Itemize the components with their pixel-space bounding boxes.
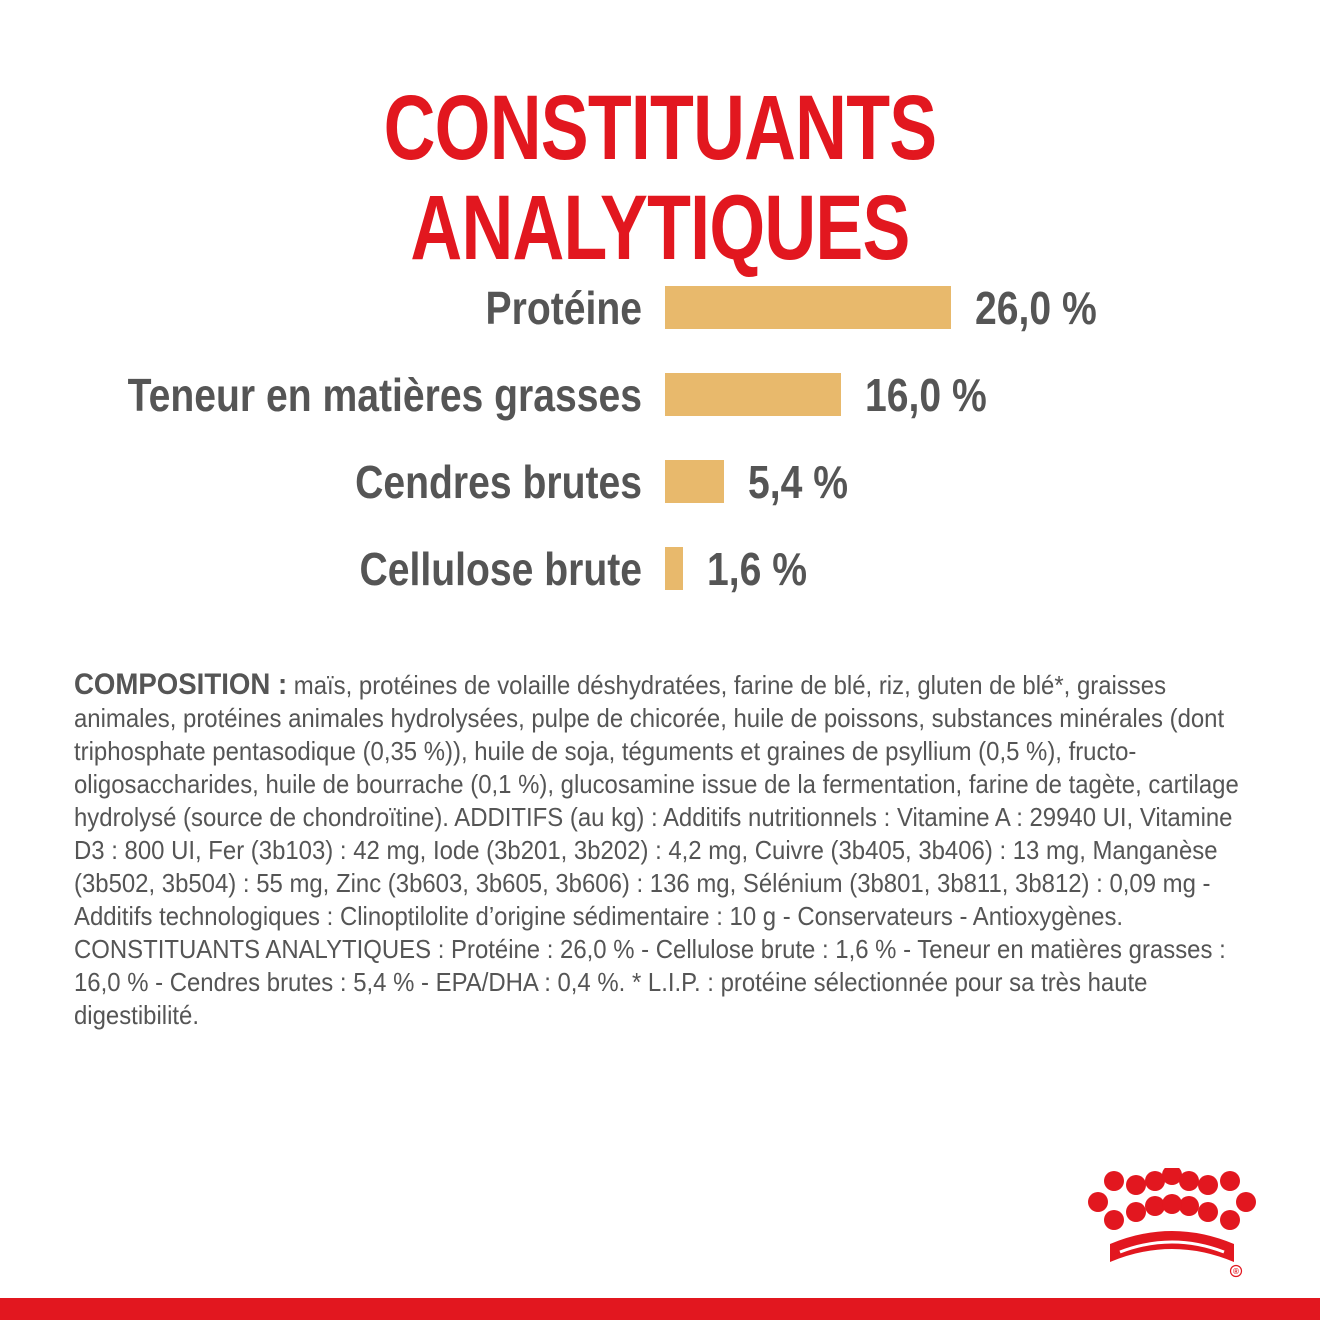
bar-label-fiber: Cellulose brute [359, 542, 642, 595]
composition-body: maïs, protéines de volaille déshydratées, farine de blé, riz, gluten de blé*, graisses animales, protéines animales hydrolysées, pulpe de chicorée, huile de poissons, substances minérales (dont triphosphate pentasodique (0,35 %)), huile de soja, téguments et graines de psyllium (0,5 %), fructo-oligosaccharides, huile de bourrache (0,1 %), glucosamine issue de la fermentation, farine de tagète, cartilage hydrolysé (source de chondroïtine). ADDITIFS (au kg) : Additifs nutritionnels : Vitamine A : 29940 UI, Vitamine D3 : 800 UI, Fer (3b103) : 42 mg, Iode (3b201, 3b202) : 4,2 mg, Cuivre (3b405, 3b406) : 13 mg, Manganèse (3b502, 3b504) : 55 mg, Zinc (3b603, 3b605, 3b606) : 136 mg, Sélénium (3b801, 3b811, 3b812) : 0,09 mg - Additifs technologiques : Clinoptilolite d’origine sédimentaire : 10 g - Conservateurs - Antioxygènes. CONSTITUANTS ANALYTIQUES : Protéine : 26,0 % - Cellulose brute : 1,6 % - Teneur en matières grasses : 16,0 % - Cendres brutes : 5,4 % - EPA/DHA : 0,4 %. * L.I.P. : protéine sélectionnée pour sa très haute digestibilité. [74, 670, 1239, 1030]
svg-text:®: ® [1233, 1267, 1239, 1276]
bar-protein [665, 286, 951, 329]
bar-ash [665, 460, 724, 503]
bar-value-ash: 5,4 % [748, 455, 849, 508]
bottom-brand-band [0, 1298, 1320, 1320]
bar-fat [665, 373, 841, 416]
bar-value-fiber: 1,6 % [706, 542, 807, 595]
bar-value-protein: 26,0 % [975, 281, 1097, 334]
composition-text [74, 668, 1248, 1032]
bar-label-protein: Protéine [485, 281, 642, 334]
registered-mark-icon [1231, 1266, 1242, 1277]
bar-label-fat: Teneur en matières grasses [127, 368, 643, 421]
bar-label-ash: Cendres brutes [355, 455, 642, 508]
royal-canin-crown-icon [1084, 1168, 1260, 1280]
bar-fiber [665, 547, 683, 590]
crown-dots [1088, 1168, 1256, 1230]
page-title: CONSTITUANTS ANALYTIQUES [383, 77, 937, 279]
composition-label: COMPOSITION : [74, 668, 288, 701]
bar-value-fat: 16,0 % [865, 368, 987, 421]
crown-base [1110, 1231, 1234, 1262]
